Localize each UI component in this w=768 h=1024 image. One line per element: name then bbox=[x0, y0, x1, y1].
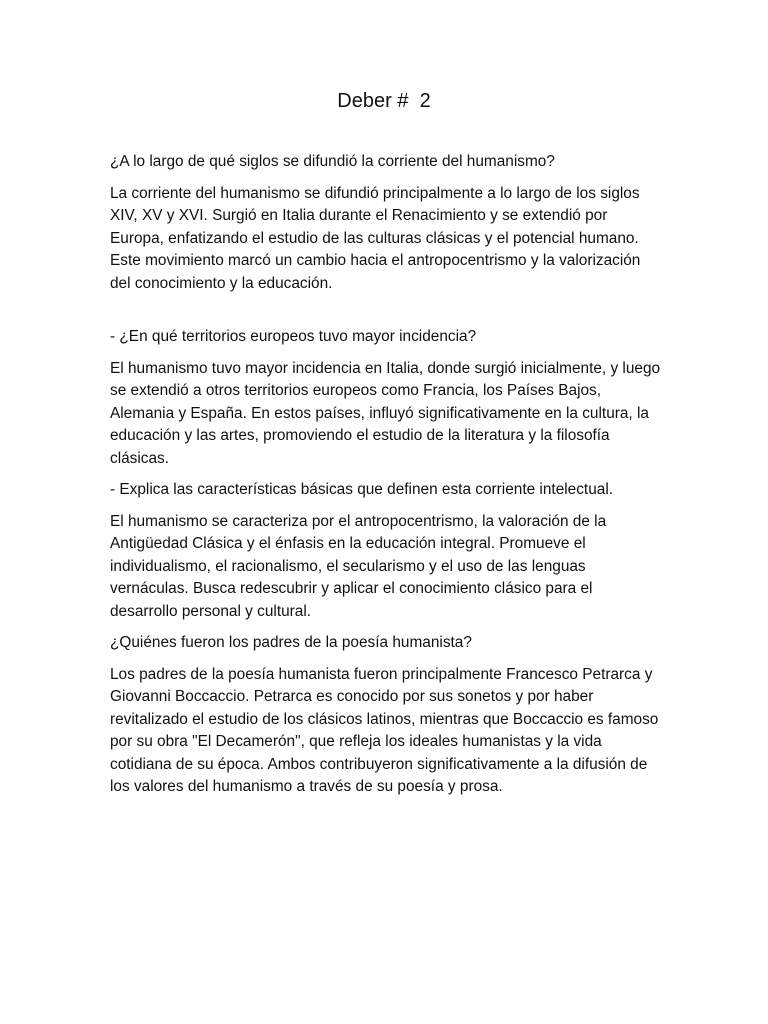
answer-2: El humanismo tuvo mayor incidencia en Italia, donde surgió inicialmente, y luego se extendió a otros territorios europeos como Francia, los Países Bajos, Alemania y España. En estos países, influyó significativamente en la cultura, la educación y las artes, promoviendo el estudio de la literatura y la filosofía clásicas. bbox=[110, 359, 661, 467]
question-2: - ¿En qué territorios europeos tuvo mayor incidencia? bbox=[110, 328, 477, 345]
document-title: Deber # 2 bbox=[337, 90, 431, 112]
answer-1: La corriente del humanismo se difundió principalmente a lo largo de los siglos XIV, XV y XVI. Surgió en Italia durante el Renacimiento y se extendió por Europa, enfatizando el estudio de las culturas clásicas y el potencial humano. Este movimiento marcó un cambio hacia el antropocentrismo y la valorización del conocimiento y la educación. bbox=[110, 184, 641, 292]
question-4: ¿Quiénes fueron los padres de la poesía humanista? bbox=[110, 634, 472, 651]
answer-3: El humanismo se caracteriza por el antropocentrismo, la valoración de la Antigüedad Clásica y el énfasis en la educación integral. Promueve el individualismo, el racionalismo, el secularismo y el uso de las lenguas vernáculas. Busca redescubrir y aplicar el conocimiento clásico para el desarrollo personal y cultural. bbox=[110, 512, 607, 620]
answer-4: Los padres de la poesía humanista fueron principalmente Francesco Petrarca y Giovanni Boccaccio. Petrarca es conocido por sus sonetos y por haber revitalizado el estudio de los clásicos latinos, mientras que Boccaccio es famoso por su obra "El Decamerón", que refleja los ideales humanistas y la vida cotidiana de su época. Ambos contribuyeron significativamente a la difusión de los valores del humanismo a través de su poesía y prosa. bbox=[110, 665, 659, 795]
question-3: - Explica las características básicas que definen esta corriente intelectual. bbox=[110, 481, 614, 498]
question-1: ¿A lo largo de qué siglos se difundió la corriente del humanismo? bbox=[110, 153, 555, 170]
document-body bbox=[110, 151, 662, 808]
